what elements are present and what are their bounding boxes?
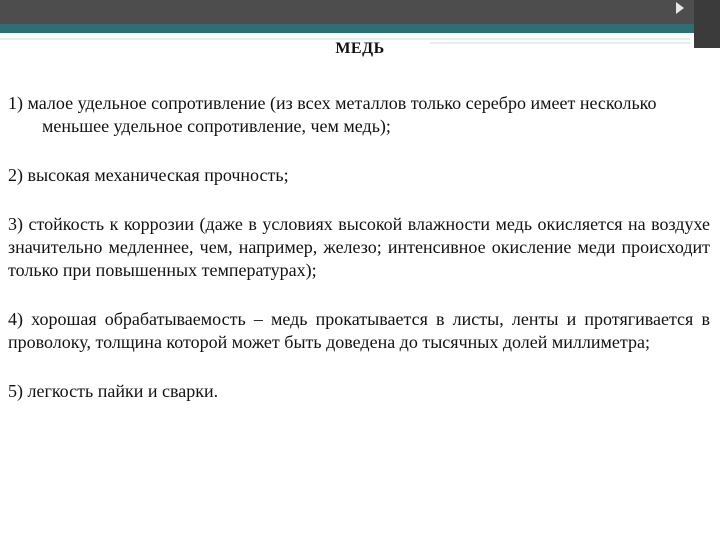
list-item: 4) хорошая обрабатываемость – медь прокатывается в листы, ленты и протягивается в проволоку, толщина которой может быть доведена до тысячных долей миллиметра;: [8, 309, 710, 352]
corner-arrow-icon: [676, 2, 684, 14]
slide-title: МЕДЬ: [335, 40, 385, 57]
accent-line: [0, 24, 720, 33]
list-item: 5) легкость пайки и сварки.: [8, 381, 219, 401]
slide-content: [8, 92, 710, 429]
list-item: 1) малое удельное сопротивление (из всех металлов только серебро имеет несколько меньшее удельное сопротивление, чем медь);: [8, 93, 657, 136]
list-item: 3) стойкость к коррозии (даже в условиях высокой влажности медь окисляется на воздухе значительно медленнее, чем, например, железо; интенсивное окисление меди происходит только при повышенных температурах);: [8, 214, 710, 280]
corner-block: [694, 0, 720, 48]
header-band: [0, 0, 720, 24]
list-item: 2) высокая механическая прочность;: [8, 165, 289, 185]
